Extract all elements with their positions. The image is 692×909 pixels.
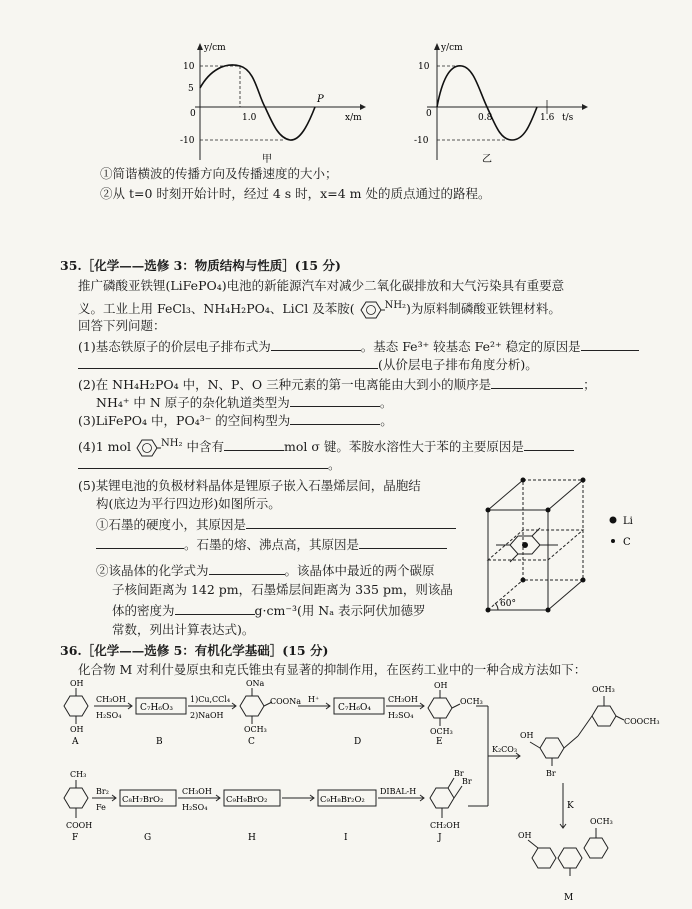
wave-a-tick: -10 — [180, 136, 195, 146]
q35-p2b: NH₄⁺ 中 N 原子的杂化轨道类型为 — [96, 395, 290, 410]
reagent: H⁺ — [308, 695, 320, 704]
answer-blank[interactable] — [581, 338, 639, 351]
q35-p5e: ②该晶体的化学式为 — [96, 563, 209, 578]
group-label: OH — [70, 679, 84, 688]
reagent: Br₂ — [96, 787, 109, 796]
compound-b: B — [156, 737, 163, 747]
q34-sub2: ②从 t=0 时刻开始计时，经过 4 s 时，x=4 m 处的质点通过的路程。 — [100, 186, 491, 201]
q35-p1b: 。基态 Fe³⁺ 较基态 Fe²⁺ 稳定的原因是 — [360, 339, 581, 354]
group-label: COONa — [270, 697, 302, 706]
q35-p5c-line — [96, 516, 456, 533]
reagent: CH₃OH — [96, 695, 126, 704]
q35-nh2: NH₂ — [384, 300, 407, 311]
group-label: CH₂OH — [430, 821, 460, 830]
q35-p5h: 体的密度为 — [112, 603, 175, 618]
compound-m: M — [564, 893, 574, 903]
legend-c: C — [623, 537, 631, 548]
q35-p5i: g·cm⁻³(用 Nₐ 表示阿伏加德罗 — [254, 603, 426, 618]
group-label: Br — [454, 769, 464, 778]
q35-p1a: (1)基态铁原子的价层电子排布式为 — [78, 339, 271, 354]
compound-e: E — [436, 737, 443, 747]
synthesis-scheme — [58, 678, 688, 906]
q35-p3: (3)LiFePO₄ 中，PO₄³⁻ 的空间构型为 — [78, 413, 291, 428]
q35-p5e-line — [96, 562, 435, 579]
group-label: OCH₃ — [460, 697, 483, 706]
group-label: OCH₃ — [430, 727, 453, 736]
wave-graph-a — [180, 40, 370, 165]
reagent: 2)NaOH — [190, 711, 224, 720]
wave-b-tick: 0.8 — [478, 113, 493, 123]
compound-i: I — [344, 833, 348, 843]
reagent: CH₃OH — [388, 695, 418, 704]
q35-p2: (2)在 NH₄H₂PO₄ 中，N、P、O 三种元素的第一电离能由大到小的顺序是 ； — [78, 377, 596, 392]
angle-label: 60° — [500, 599, 516, 609]
compound-c: C — [248, 737, 255, 747]
reagent: H₂SO₄ — [388, 711, 414, 720]
answer-blank[interactable] — [78, 456, 328, 469]
wave-b-y-axis: y/cm — [441, 43, 463, 53]
compound-j: J — [438, 833, 442, 843]
q35-p5d-line — [96, 536, 447, 553]
q35-p5a: (5)某锂电池的负极材料晶体是锂原子嵌入石墨烯层间，晶胞结 — [78, 478, 421, 493]
q35-nh2: NH₂ — [161, 438, 183, 449]
q35-intro1: 推广磷酸亚铁锂(LiFePO₄)电池的新能源汽车对减少二氧化碳排放和大气污染具有重要意 — [78, 278, 565, 293]
benzene-icon — [135, 438, 161, 458]
reagent: 1)Cu,CCl₄ — [190, 695, 231, 704]
q35-header: 35.［化学——选修 3：物质结构与性质］(15 分) — [60, 258, 341, 273]
compound-a: A — [72, 737, 79, 747]
wave-b-tick: -10 — [414, 136, 429, 146]
group-label: OH — [518, 831, 532, 840]
q35-p1c: (从价层电子排布角度分析)。 — [378, 357, 538, 372]
group-label: Br — [462, 777, 472, 786]
reagent-k: K — [567, 801, 574, 811]
q35-p4a: (4)1 mol — [78, 439, 132, 455]
q35-p5f: 。该晶体中最近的两个碳原 — [284, 563, 435, 578]
wave-a-caption: 甲 — [262, 154, 272, 165]
wave-a-tick: 5 — [188, 84, 194, 94]
answer-blank[interactable] — [96, 536, 184, 549]
wave-a-x-axis: x/m — [345, 113, 362, 123]
q35-p1 — [78, 338, 639, 355]
q35-intro2b: )为原料制磷酸亚铁锂材料。 — [406, 301, 561, 317]
q36-header: 36.［化学——选修 5：有机化学基础］(15 分) — [60, 643, 329, 658]
group-label: OH — [434, 681, 448, 690]
q35-intro2 — [78, 298, 561, 320]
reagent: H₂SO₄ — [96, 711, 122, 720]
benzene-icon — [359, 300, 385, 320]
q35-p5j: 常数，列出计算表达式)。 — [112, 622, 255, 637]
q35-p4c: mol σ 键。苯胺水溶性大于苯的主要原因是 — [283, 439, 524, 455]
q35-p5h-line — [112, 602, 426, 619]
answer-blank[interactable] — [290, 412, 380, 425]
reagent: K₂CO₃ — [492, 745, 518, 754]
wave-b-tick: 0 — [426, 109, 432, 119]
answer-blank[interactable] — [78, 356, 378, 369]
reagent: CH₃OH — [182, 787, 212, 796]
q35-p3: (3)LiFePO₄ 中，PO₄³⁻ 的空间构型为 。 — [78, 413, 393, 428]
legend-li: Li — [623, 516, 633, 527]
group-label: OH — [520, 731, 534, 740]
compound-h: H — [248, 833, 256, 843]
group-label: OCH₃ — [244, 725, 267, 734]
wave-a-tick: 0 — [190, 109, 196, 119]
answer-blank[interactable] — [246, 516, 456, 529]
compound-g: G — [144, 833, 152, 843]
answer-blank[interactable] — [224, 438, 284, 451]
reagent: Fe — [96, 803, 106, 812]
crystal-cell-figure — [468, 470, 668, 620]
answer-blank[interactable] — [491, 376, 583, 389]
group-label: Br — [546, 769, 556, 778]
group-label: OH — [70, 725, 84, 734]
wave-a-y-axis: y/cm — [204, 43, 226, 53]
q35-p5c: ①石墨的硬度小，其原因是 — [96, 517, 247, 532]
q36-intro: 化合物 M 对利什曼原虫和克氏锥虫有显著的抑制作用，在医药工业中的一种合成方法如下： — [78, 662, 587, 677]
formula-d: C₇H₆O₄ — [338, 703, 371, 713]
formula-g: C₈H₇BrO₂ — [122, 795, 164, 805]
group-label: ONa — [246, 679, 265, 688]
formula-h: C₉H₉BrO₂ — [226, 795, 268, 805]
q35-p4b: 中含有 — [186, 439, 224, 455]
q35-p5d: 。石墨的熔、沸点高，其原因是 — [184, 537, 360, 552]
reagent: H₂SO₄ — [182, 803, 208, 812]
q35-p5g: 子核间距离为 142 pm，石墨烯层间距离为 335 pm，则该晶 — [112, 582, 453, 597]
group-label: COOH — [66, 821, 93, 830]
answer-blank[interactable] — [359, 536, 447, 549]
formula-i: C₉H₈Br₂O₂ — [320, 795, 365, 805]
formula-b: C₇H₆O₃ — [140, 703, 173, 713]
answer-blank[interactable] — [524, 438, 574, 451]
q35-intro3: 回答下列问题： — [78, 318, 166, 333]
q35-intro2a: 义。工业上用 FeCl₃、NH₄H₂PO₄、LiCl 及苯胺( — [78, 301, 355, 317]
q35-p5b: 构(底边为平行四边形)如图所示。 — [96, 496, 281, 511]
wave-b-tick: 10 — [418, 62, 430, 72]
answer-blank[interactable] — [290, 394, 380, 407]
q35-p4-cont: 。 — [78, 456, 341, 473]
compound-f: F — [72, 833, 79, 843]
answer-blank[interactable] — [271, 338, 361, 351]
q35-p2-cont: NH₄⁺ 中 N 原子的杂化轨道类型为 。 — [96, 395, 393, 410]
compound-d: D — [354, 737, 362, 747]
group-label: COOCH₃ — [624, 717, 660, 726]
wave-b-caption: 乙 — [482, 154, 492, 165]
wave-a-point: P — [317, 94, 324, 105]
q35-p1-cont — [78, 356, 538, 373]
wave-a-tick: 1.0 — [242, 113, 257, 123]
wave-a-tick: 10 — [183, 62, 195, 72]
wave-b-tick: 1.6 — [540, 113, 555, 123]
q35-p4 — [78, 436, 574, 458]
q34-sub1: ①简谐横波的传播方向及传播速度的大小； — [100, 166, 338, 181]
reagent: DIBAL-H — [380, 787, 417, 796]
group-label: CH₃ — [70, 770, 87, 779]
wave-b-x-axis: t/s — [562, 113, 574, 123]
answer-blank[interactable] — [209, 562, 285, 575]
group-label: OCH₃ — [592, 685, 615, 694]
q35-p2a: (2)在 NH₄H₂PO₄ 中，N、P、O 三种元素的第一电离能由大到小的顺序是 — [78, 377, 492, 392]
answer-blank[interactable] — [175, 602, 255, 615]
group-label: OCH₃ — [590, 817, 613, 826]
wave-graph-b — [412, 40, 592, 165]
